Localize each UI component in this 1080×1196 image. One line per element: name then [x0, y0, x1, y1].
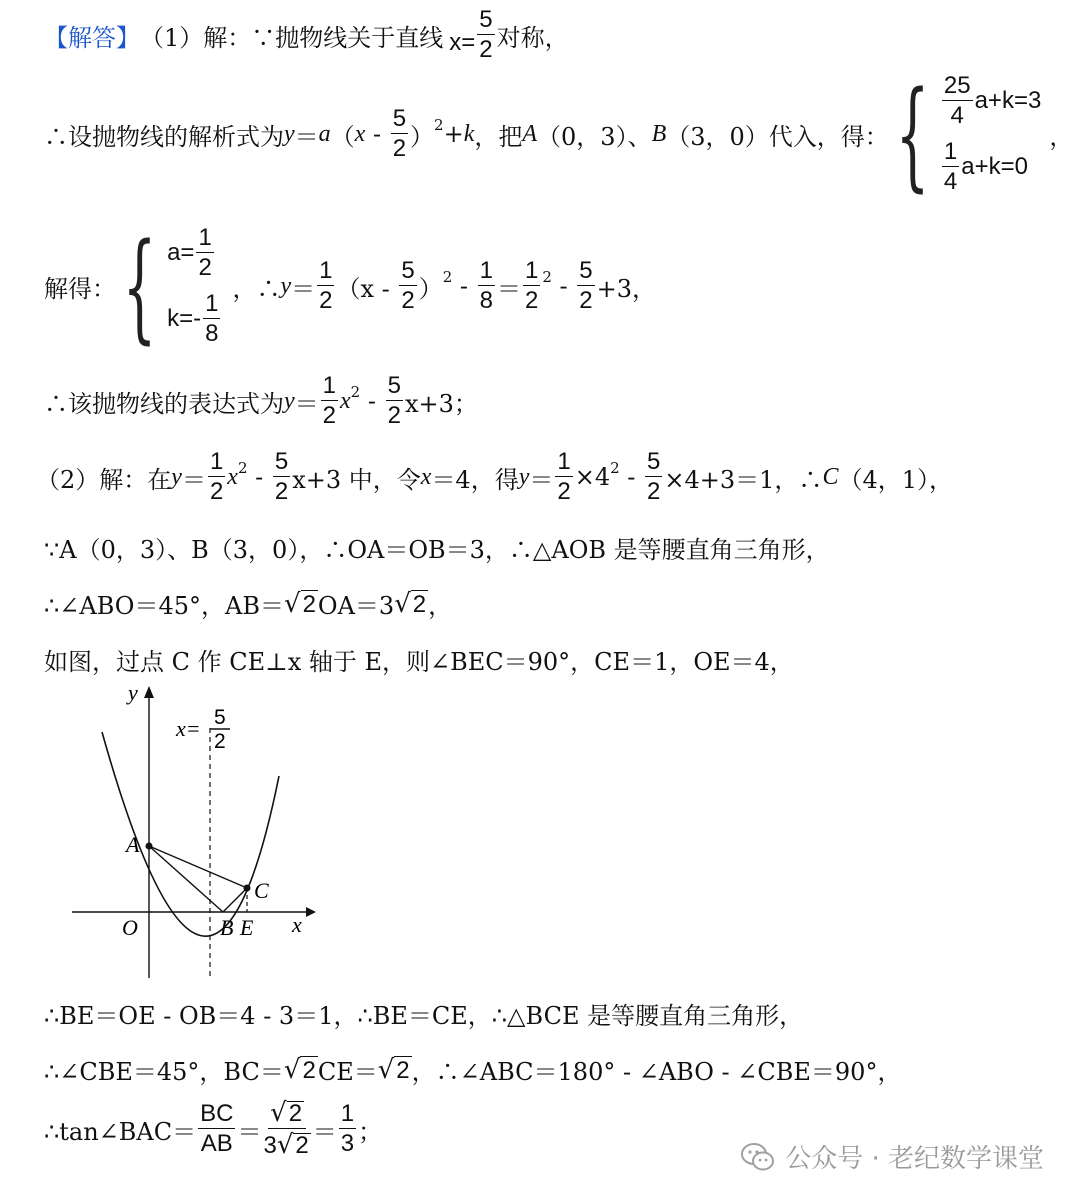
- exponent: 2: [350, 383, 361, 401]
- sqrt: √ 2: [394, 588, 427, 619]
- var: y: [284, 120, 295, 147]
- text: +: [443, 120, 464, 148]
- text: ＝: [312, 1117, 337, 1146]
- var: y: [284, 387, 295, 414]
- var: x: [340, 387, 351, 414]
- text: CE＝: [317, 1058, 378, 1086]
- text: 对称，: [496, 23, 569, 52]
- text: -: [360, 387, 384, 415]
- fraction: $\frac{5}{2}$: [392, 105, 407, 162]
- text: ，∴∠ABC＝180° - ∠ABO - ∠CBE＝90°，: [411, 1058, 902, 1086]
- text: ＝4，得: [431, 465, 519, 494]
- text: ＝: [181, 465, 206, 494]
- point-C: [244, 885, 251, 892]
- text: ∴BE＝OE - OB＝4 - 3＝1，∴BE＝CE，∴△BCE 是等腰直角三角形，: [44, 1002, 804, 1030]
- var: y: [518, 463, 530, 490]
- text: ∴∠CBE＝45°，BC＝: [44, 1058, 284, 1086]
- var: y: [171, 463, 182, 490]
- text: （4，1），: [838, 465, 953, 494]
- text: ，: [428, 592, 453, 620]
- brace: {: [122, 217, 157, 355]
- text: -: [619, 463, 644, 491]
- sqrt: √ 2: [377, 1054, 410, 1085]
- point-A: [146, 843, 153, 850]
- text: ＝: [529, 465, 554, 494]
- solution-line-4: ∴该抛物线的表达式为 y ＝ $\frac{1}{2}$ x 2 - $\frac{5}{2}$ x+3；: [44, 372, 478, 429]
- var: a: [318, 120, 331, 147]
- text: x+3；: [404, 389, 478, 418]
- watermark: [741, 1138, 1044, 1175]
- solution-line-10: [44, 1052, 901, 1087]
- sqrt: √ 2: [283, 1054, 316, 1085]
- exponent: 2: [237, 459, 248, 477]
- text: -: [365, 120, 389, 148]
- text: ，∴: [232, 274, 281, 303]
- text: 如图，过点 C 作 CE⊥x 轴于 E，则∠BEC＝90°，CE＝1，OE＝4，: [44, 648, 794, 676]
- equation-system: { a= $\frac{1}{2}$ k=- $\frac{1}{8}$: [122, 217, 219, 355]
- answer-tag: 【解答】: [44, 23, 140, 52]
- text: -: [551, 272, 576, 300]
- label-x: x: [292, 912, 302, 937]
- text: ，: [1049, 122, 1074, 151]
- text: ）: [418, 274, 443, 303]
- fraction: √ 2 3 √ 2: [263, 1098, 309, 1160]
- text: ＝: [291, 274, 316, 303]
- text: ×4+3＝1，∴: [664, 465, 823, 494]
- label-sym: x=: [176, 716, 201, 741]
- exponent: 2: [610, 459, 620, 477]
- var: x: [227, 463, 238, 490]
- text: ＝: [237, 1117, 262, 1146]
- var: k: [463, 120, 475, 147]
- label-E: E: [240, 915, 254, 940]
- var: y: [280, 272, 292, 299]
- text: ∴∠ABO＝45°，AB＝: [44, 592, 284, 620]
- text: （x -: [336, 274, 398, 303]
- text: ＝: [497, 274, 522, 303]
- text: ∴设抛物线的解析式为: [44, 122, 284, 151]
- solution-line-5: （2）解：在 y ＝ $\frac{1}{2}$ x 2 - $\frac{5}{2}$ x+3 中，令 x ＝4，得 y ＝ $\frac{1}{2}$ ×4 2 - $\frac{5}{2}$ ×4+3＝1，∴ C （4，1），: [36, 448, 953, 505]
- exponent: 2: [542, 268, 552, 286]
- var: x: [354, 120, 366, 147]
- text: （0，3）、: [537, 122, 652, 151]
- wechat-icon: [741, 1142, 775, 1172]
- brace: {: [895, 65, 930, 203]
- text: （: [330, 122, 355, 151]
- text: 解得：: [44, 274, 116, 303]
- label-sym-num: 5: [214, 706, 226, 729]
- text: -: [452, 272, 476, 300]
- solution-line-2: [44, 65, 1074, 203]
- text: ，把: [474, 122, 523, 151]
- text: ＝: [294, 122, 319, 151]
- label-sym-den: 2: [214, 730, 226, 753]
- solution-line-8: [44, 642, 794, 677]
- exponent: 2: [434, 116, 444, 134]
- text: +3，: [596, 274, 657, 303]
- text: OA＝3: [317, 592, 395, 620]
- parabola-figure: [60, 680, 320, 980]
- var: B: [651, 120, 667, 147]
- math: x=: [449, 29, 476, 56]
- text: ×4: [574, 463, 611, 491]
- y-axis-arrow: [144, 686, 154, 698]
- var: A: [522, 120, 538, 147]
- label-A: A: [126, 832, 140, 857]
- watermark-text: 公众号 · 老纪数学课堂: [785, 1144, 1044, 1174]
- sqrt: √ 2: [283, 588, 316, 619]
- segment-AC: [149, 846, 247, 888]
- fraction: $\frac{5}{2}$: [479, 6, 493, 63]
- text: -: [247, 463, 271, 491]
- text: ∵A（0，3）、B（3，0），∴OA＝OB＝3，∴△AOB 是等腰直角三角形，: [44, 536, 830, 564]
- text: ∴该抛物线的表达式为: [44, 389, 284, 418]
- text: （3，0）代入，得：: [666, 122, 889, 151]
- x-axis-arrow: [306, 907, 316, 917]
- label-C: C: [254, 878, 269, 903]
- equation-system: { $\frac{25}{4}$ a+k=3 $\frac{1}{4}$ a+k=0: [895, 65, 1042, 203]
- text: ＝: [294, 389, 319, 418]
- solution-line-11: ∴tan∠BAC＝ $\frac{BC}{AB}$ ＝ √ 2 3 √ 2 ＝ $\frac{1}{3}$ ；: [44, 1098, 383, 1160]
- solution-line-6: [44, 530, 830, 565]
- text: ）: [410, 122, 435, 151]
- var: C: [822, 463, 839, 490]
- label-O: O: [122, 915, 138, 940]
- segment-AB: [149, 846, 223, 912]
- text: （1）解：∵抛物线关于直线: [140, 23, 444, 52]
- var: x: [420, 463, 432, 490]
- text: x+3 中，令: [292, 465, 421, 494]
- solution-line-7: [44, 586, 452, 621]
- exponent: 2: [442, 268, 453, 286]
- label-y: y: [128, 680, 138, 705]
- solution-line-1: [44, 8, 569, 62]
- text: ；: [358, 1117, 383, 1146]
- text: ∴tan∠BAC＝: [44, 1117, 197, 1146]
- label-B: B: [220, 915, 234, 940]
- text: （2）解：在: [36, 465, 172, 494]
- solution-line-3: 解得： { a= $\frac{1}{2}$ k=- $\frac{1}{8}$ ，∴ y ＝ $\frac{1}{2}$ （x - $\frac{5}{2}$ ） 2 - $\frac{1}{8}$ ＝ $\frac{1}{2}$ 2 - $\frac{5}{2}$ +3，: [44, 217, 657, 355]
- solution-line-9: [44, 996, 803, 1031]
